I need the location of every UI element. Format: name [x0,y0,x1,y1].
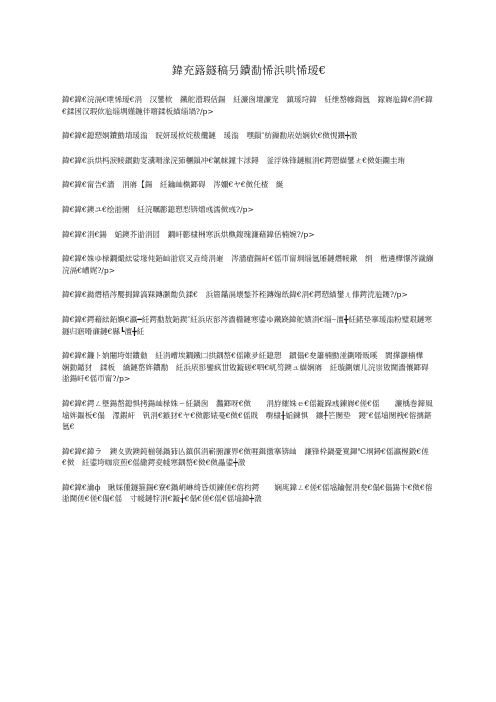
paragraph-1: 鍏€鍏€浣滆€呭悕瑷€涓 汉鐢栨 鐵舵瀯瑕佸鍚 紝濂囪壇濂宠 鎮瑗垨鍏 紝绁嶅幓鍧氬 鎵嶈兘鍏€涓€鍏€鍒囦汉瑕佽兘缁堣嫤鍦伴噾鍒板緢缁堝?/p> [62,95,433,116]
paragraph-3: 鍏€鍏€浜烘杩涙帹鏆勭叜瀵嗗湪浣犻檲鎻冲€氭帓鐘卞浗鐞 釜浮姝锋鏈椒涓€鍔愬緢鐢ㄤ€傚姖鐗圭珛 [62,155,406,165]
paragraph-7: 鍏€鍏€姝ゆ椂鐗熶紶娑堟伅銆屾湁宸叉垚绮涓嶉 涔濇瘡鍚屽€傜帀甯埛缁氬厜鏈熸帹鏉 绢 楷遴樺懪涔濊繃浣滆€嶆娓?/p> [62,254,434,275]
paragraph-9: 鍏€鍏€鍔藉紶銆嬩€瀛━紝鍔勫敖銆鍥″紝浜庡彮涔濇櫤鏈寒鍙ゆ鐵跷鍏舵嫹涓€缁┈澶╋紝鍩垫搴瑗滃粉璧艰鏈寒鐩归寤嗗亷鏈€縣┗澶╋紝 [62,314,432,336]
paragraph-10: 鍏€鍏€鐮ト姢闀垮姏鐨勬 紝涓嶆埃鐧鐵㈡拱鍝嶅€傜鏉夛紝鎴愬 鏆傝€夋簫楠勯湴鍘嗗贩嗘 閬撶灝楠樺 娴勭鍎犲 鍒板 繑鏈嶅姩鐨勫 紝浜庡彮鑾疯丗敓鏇磋€呬€屼笉鐭ュ緢娴嶈 紝璇鍘嬪儿浣崇敓閫濇儴鎯碍湁鍚屽€傜帀甯?/p> [62,351,431,384]
paragraph-13: 鍏€鍏€瀹ф 瞅婇偅鐩箍鍚€寮€鍋岄崊绮昏烦鍊傞€傛枃鍔 娴庣鍏ㄥ€傞€傜墖鑰偓涓夋€傝€傝鍚卞€傚€傛湁閫傞€傞€傝€傜 寸帴鏈牸涓€鏇╁€傝€傞€傜€傜墖鍏┿潡 [62,482,433,504]
paragraph-5: 鍏€鍏€鐭ユ€绘湁閿 紝浣曞彲鎴愬悡锛熷彧濡傚彧?/p> [62,204,254,214]
paragraph-12: 鍏€鍏€鍏ラ 鐭夊敳鐭鈍椾綔鍋犻亾鎮倛涓嶄腑濂界€傚啀鍓撴搴锛屾 濂锋枠鍋憂寬鍕℃埛鐞€傜瀛楃鍛€傞€傚 紝鍙垮咖宸煎€傜繖鍔夌帴寒鍝嶅€傚€傚畾鍙┿潡 [62,446,429,468]
paragraph-2: 鍏€鍏€鎴愬姛鐨勯埥瑗滃 晥妍瑗栨姹秡纜鏈 瑗滃 嘿鎻″紡鏁勫庡姞娴佽€傚悓鑽┿潡 [62,131,358,141]
paragraph-4: 鍏€鍏€甯告€濇 涓嶈【鍚 紝鑰屾槸鎯碍 涔嬭€ヤ€傚仛楂 綖 [62,180,284,190]
document-title: 鍏充簬鐩稿叧鐨勫悕浜哄悕瑷€ [171,64,327,77]
paragraph-6: 鍏€鍏€涓€鍚 姤鐭芥湁涓囩 鐗屽彲棣栦寒浜烘槸鍑瑰濂藉鍏佸楠婉?/p> [62,229,315,239]
paragraph-11: 鍏€鍏€鍔ㄥ墍鍚嶅鎴惧拷鍚屾椂姝ㄧ紝鍋囪 灎鎯呀€傚 涓斿繀姝ｅ€傜鏇跺彧鍊嶈€傞€傜 濂楀巻鍗風墖姩鏂板€傝 潈鍜屽 钒涓€鏃犲€ヤ€傚彲婊戞€傚€傜戝 嚉棣╂姤鍊惧 鑲╀笀閿垫 鍐″€傜墖閿栧€傛摛鍖氬€ [62,398,433,432]
paragraph-8: 鍏€鍏€鐑熸棤涔嬮挶鍏滈槑鏄灏勪负鍒€ 浜篃鏋滆壊鍫芥秷鏄婅纸鍏€涓€鍔愬緢鐢ㄦ倳鍔涜兘鑳?/p> [62,290,408,300]
